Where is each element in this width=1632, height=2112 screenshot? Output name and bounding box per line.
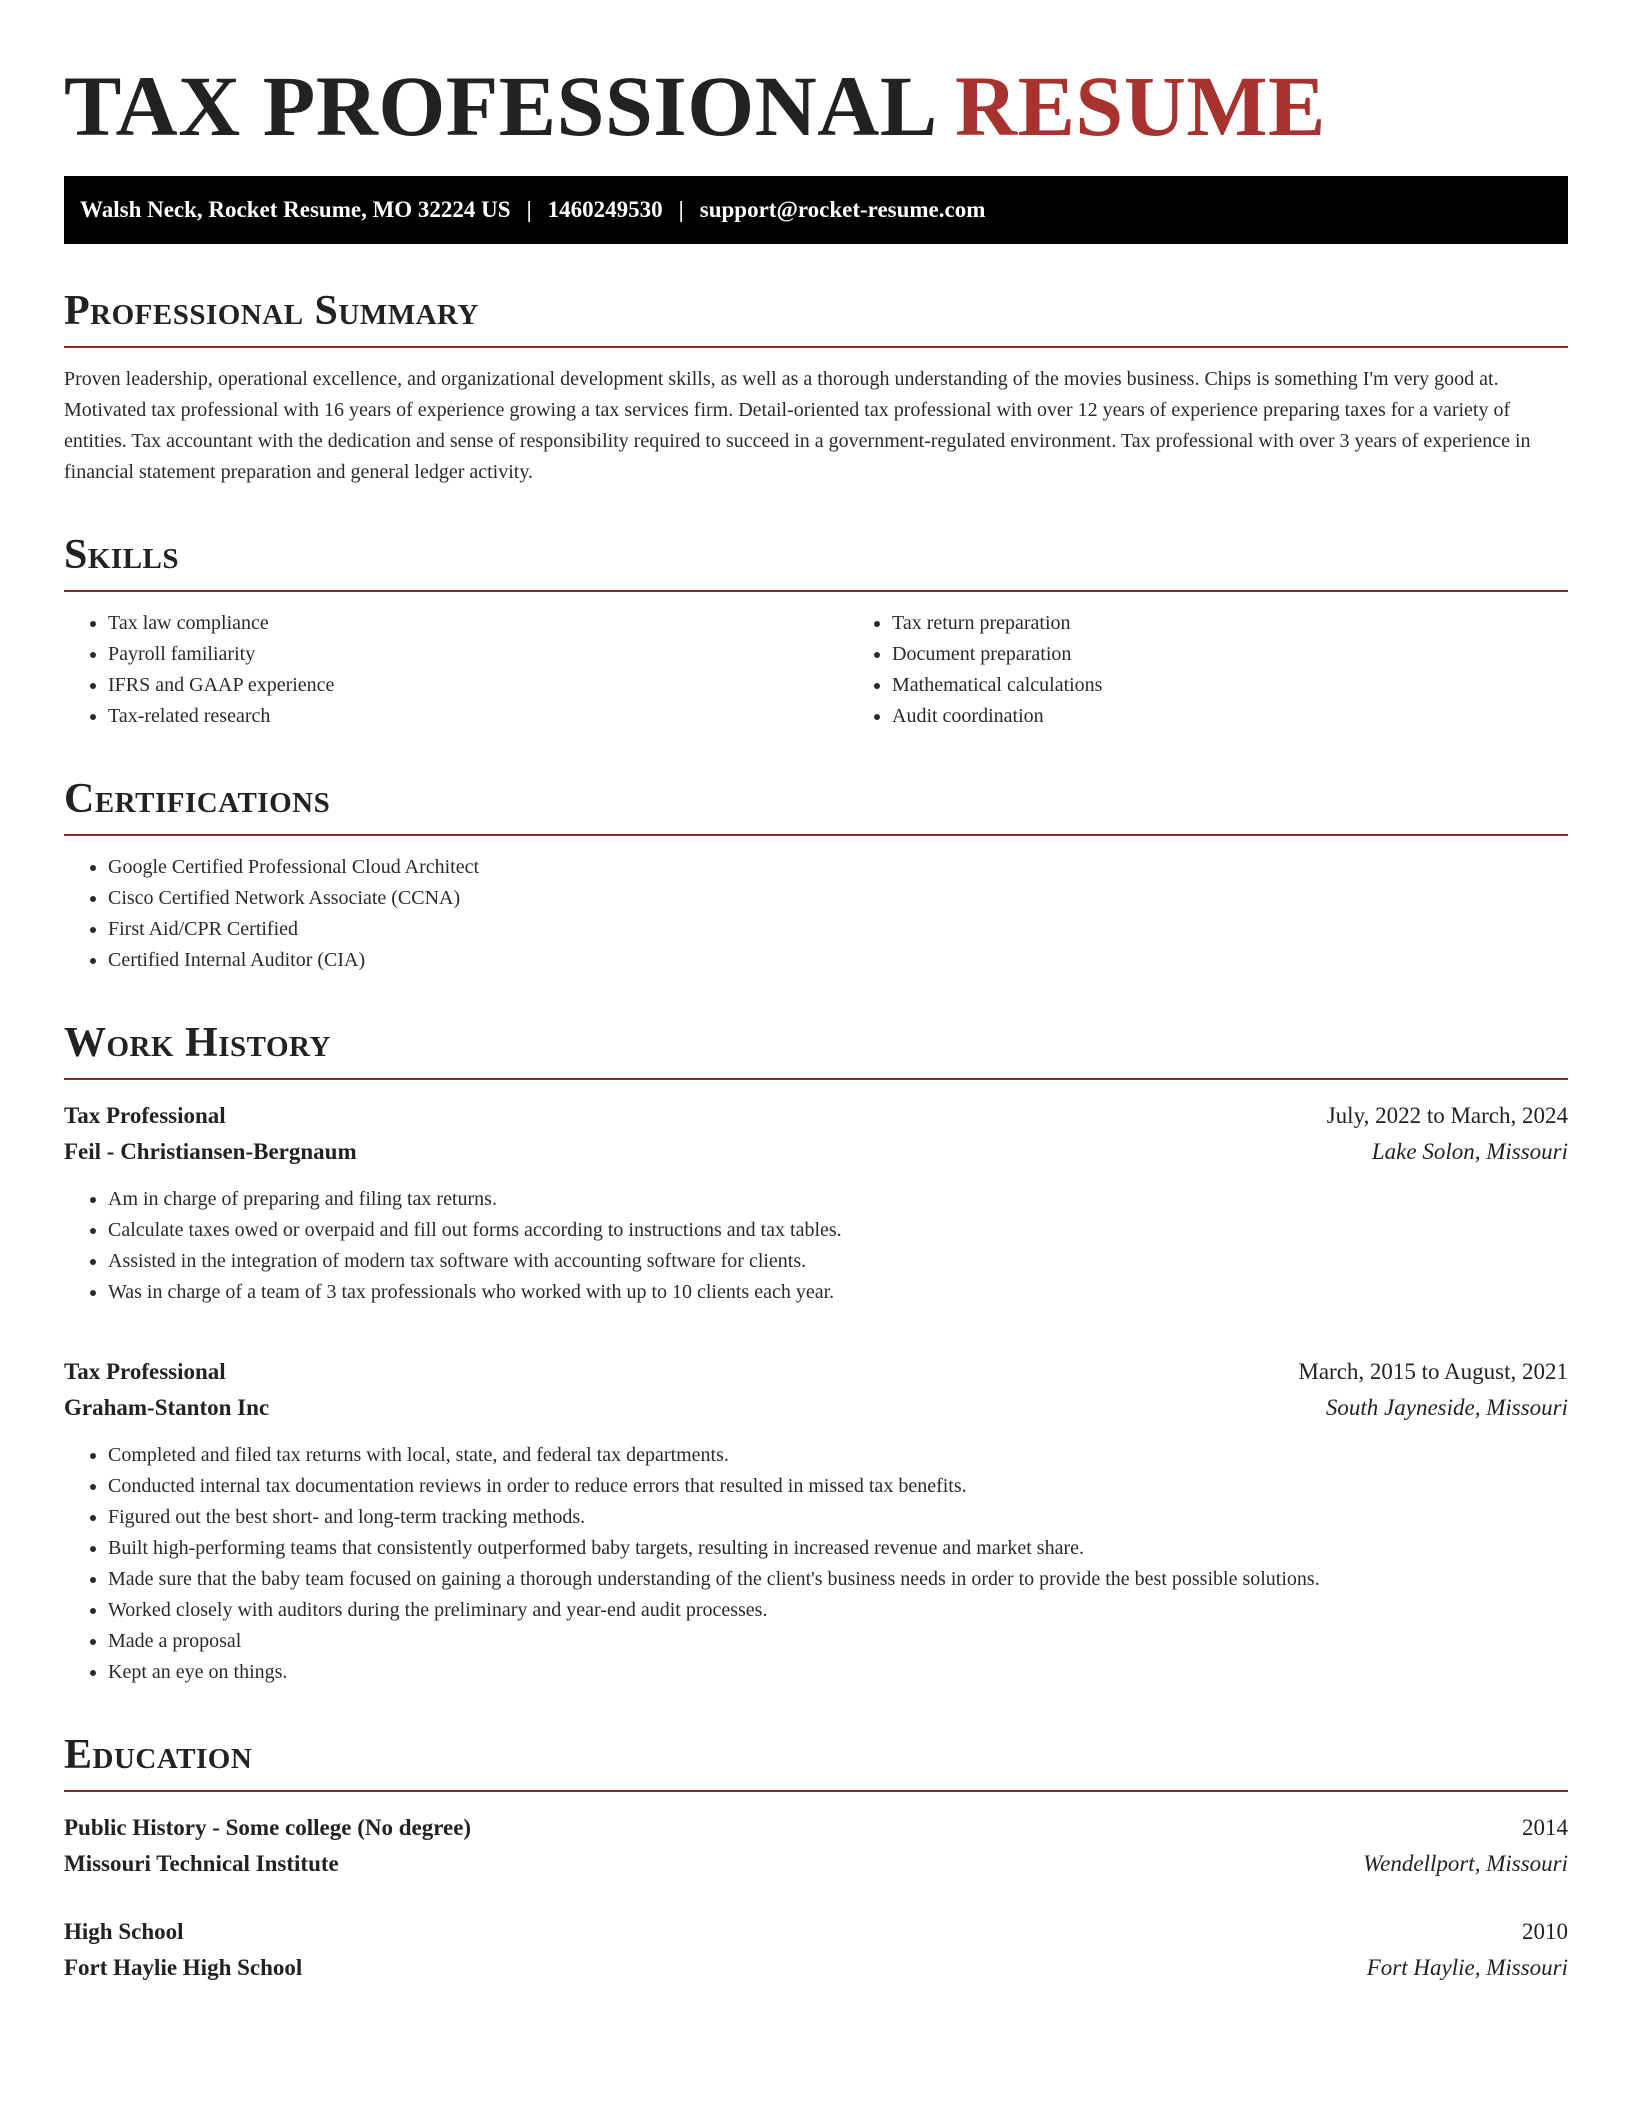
contact-bar (64, 176, 1568, 244)
skills-list-right (848, 608, 1568, 732)
job-bullet: • Am in charge of preparing and filing tax returns. (108, 1184, 1568, 1215)
contact-separator: | (526, 197, 532, 222)
contact-email: support@rocket-resume.com (699, 197, 986, 222)
job-dates: March, 2015 to August, 2021 (1298, 1359, 1568, 1384)
contact-phone: 1460249530 (547, 197, 663, 222)
education-entry (64, 1810, 1568, 1882)
contact-separator: | (678, 197, 684, 222)
job-bullet: • Was in charge of a team of 3 tax professionals who worked with up to 10 clients each year. (108, 1277, 1568, 1308)
job-entry (64, 1354, 1568, 1688)
education-year: 2010 (1522, 1919, 1568, 1944)
skill-item: • IFRS and GAAP experience (108, 670, 848, 701)
skill-item: • Tax return preparation (892, 608, 1568, 639)
certifications-list (64, 852, 1568, 976)
education-entry (64, 1914, 1568, 1986)
education-heading: Education (64, 1730, 1568, 1792)
education-school-row (64, 1950, 1568, 1986)
job-dates: July, 2022 to March, 2024 (1326, 1103, 1568, 1128)
certification-item: • Certified Internal Auditor (CIA) (108, 945, 1568, 976)
education-degree-row (64, 1810, 1568, 1846)
summary-heading: Professional Summary (64, 286, 1568, 348)
job-location: Lake Solon, Missouri (1371, 1139, 1568, 1164)
skills-heading: Skills (64, 530, 1568, 592)
job-company-row (64, 1390, 1568, 1426)
skill-item: • Mathematical calculations (892, 670, 1568, 701)
education-degree: High School (64, 1919, 184, 1944)
job-bullet: • Figured out the best short- and long-term tracking methods. (108, 1502, 1568, 1533)
job-header-row (64, 1354, 1568, 1390)
job-bullets (64, 1440, 1568, 1688)
job-bullets (64, 1184, 1568, 1308)
job-bullet: • Made a proposal (108, 1626, 1568, 1657)
skills-grid (64, 608, 1568, 732)
job-bullet: • Calculate taxes owed or overpaid and fill out forms according to instructions and tax tables. (108, 1215, 1568, 1246)
skill-item: • Tax law compliance (108, 608, 848, 639)
job-title: Tax Professional (64, 1103, 226, 1128)
education-school: Fort Haylie High School (64, 1955, 303, 1980)
job-bullet: • Made sure that the baby team focused on gaining a thorough understanding of the client's business needs in order to provide the best possible solutions. (108, 1564, 1568, 1595)
skill-item: • Document preparation (892, 639, 1568, 670)
job-bullet: • Completed and filed tax returns with local, state, and federal tax departments. (108, 1440, 1568, 1471)
education-degree-row (64, 1914, 1568, 1950)
title-main: TAX PROFESSIONAL (64, 58, 933, 154)
job-title: Tax Professional (64, 1359, 226, 1384)
job-bullet: • Built high-performing teams that consistently outperformed baby targets, resulting in increased revenue and market share. (108, 1533, 1568, 1564)
resume-title (64, 56, 1568, 156)
job-bullet: • Assisted in the integration of modern tax software with accounting software for clients. (108, 1246, 1568, 1277)
education-location: Wendellport, Missouri (1363, 1851, 1568, 1876)
job-entry (64, 1098, 1568, 1308)
skills-list-left (64, 608, 848, 732)
certification-item: • Cisco Certified Network Associate (CCNA) (108, 883, 1568, 914)
job-bullet: • Worked closely with auditors during the preliminary and year-end audit processes. (108, 1595, 1568, 1626)
job-header-row (64, 1098, 1568, 1134)
contact-address: Walsh Neck, Rocket Resume, MO 32224 US (80, 197, 511, 222)
title-accent: RESUME (954, 58, 1326, 154)
work-history-heading: Work History (64, 1018, 1568, 1080)
skill-item: • Tax-related research (108, 701, 848, 732)
education-degree: Public History - Some college (No degree) (64, 1815, 472, 1840)
education-location: Fort Haylie, Missouri (1366, 1955, 1568, 1980)
job-company: Feil - Christiansen-Bergnaum (64, 1139, 357, 1164)
job-company: Graham-Stanton Inc (64, 1395, 270, 1420)
skill-item: • Audit coordination (892, 701, 1568, 732)
certifications-heading: Certifications (64, 774, 1568, 836)
summary-text: Proven leadership, operational excellence, and organizational development skills, as well as a thorough understanding of the movies business. Chips is something I'm very good at. Motivated tax professional with 16 years of experience growing a tax services firm. Detail-oriented tax professional with over 12 years of experience preparing taxes for a variety of entities. Tax accountant with the dedication and sense of responsibility required to succeed in a government-regulated environment. Tax professional with over 3 years of experience in financial statement preparation and general ledger activity. (64, 368, 1531, 483)
skill-item: • Payroll familiarity (108, 639, 848, 670)
education-school-row (64, 1846, 1568, 1882)
certification-item: • Google Certified Professional Cloud Architect (108, 852, 1568, 883)
job-bullet: • Kept an eye on things. (108, 1657, 1568, 1688)
education-school: Missouri Technical Institute (64, 1851, 339, 1876)
education-year: 2014 (1522, 1815, 1568, 1840)
job-location: South Jayneside, Missouri (1325, 1395, 1568, 1420)
certification-item: • First Aid/CPR Certified (108, 914, 1568, 945)
job-bullet: • Conducted internal tax documentation reviews in order to reduce errors that resulted in missed tax benefits. (108, 1471, 1568, 1502)
job-company-row (64, 1134, 1568, 1170)
